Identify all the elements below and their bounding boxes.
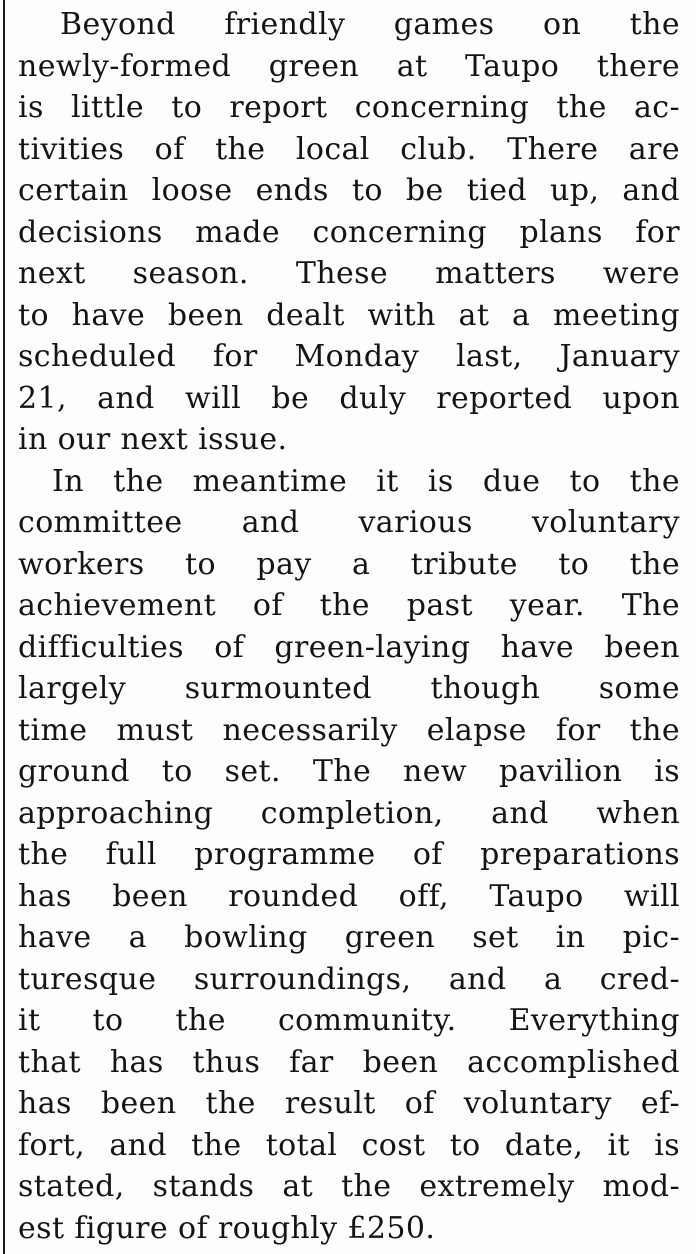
- text-line: workers to pay a tribute to the: [18, 546, 680, 582]
- text-line: achievement of the past year. The: [18, 588, 680, 623]
- column-rule: [3, 0, 5, 1254]
- text-line: committee and various voluntary: [18, 505, 680, 540]
- text-line: est figure of roughly £250.: [18, 1210, 436, 1246]
- text-line: tivities of the local club. There are: [18, 131, 680, 167]
- text-line: newly-formed green at Taupo there: [18, 48, 680, 84]
- text-line: 21, and will be duly reported upon: [18, 380, 680, 416]
- article-body: [18, 4, 680, 1249]
- text-line: next season. These matters were: [18, 256, 680, 291]
- text-line: largely surmounted though some: [18, 671, 680, 706]
- text-line: has been the result of voluntary ef-: [18, 1086, 680, 1121]
- text-line: fort, and the total cost to date, it is: [18, 1127, 680, 1163]
- text-line: ground to set. The new pavilion is: [18, 754, 680, 789]
- text-line: turesque surroundings, and a cred-: [18, 961, 680, 997]
- text-line: decisions made concerning plans for: [18, 214, 680, 250]
- text-line: In the meantime it is due to the: [52, 463, 680, 499]
- text-line: Beyond friendly games on the: [60, 7, 680, 42]
- paragraph-2: [18, 461, 680, 1250]
- paragraph-1: [18, 4, 680, 461]
- text-line: have a bowling green set in pic-: [18, 920, 680, 955]
- text-line: scheduled for Monday last, January: [18, 339, 680, 374]
- text-line: difficulties of green-laying have been: [18, 629, 680, 665]
- text-line: time must necessarily elapse for the: [18, 712, 680, 748]
- text-line: certain loose ends to be tied up, and: [18, 173, 680, 208]
- text-line: is little to report concerning the ac-: [18, 90, 680, 125]
- text-line: stated, stands at the extremely mod-: [18, 1169, 680, 1204]
- text-line: in our next issue.: [18, 422, 288, 457]
- text-line: has been rounded off, Taupo will: [18, 878, 680, 914]
- text-line: that has thus far been accomplished: [18, 1044, 680, 1080]
- text-line: the full programme of preparations: [18, 837, 680, 872]
- text-line: approaching completion, and when: [18, 795, 680, 831]
- text-line: it to the community. Everything: [18, 1003, 680, 1038]
- text-line: to have been dealt with at a meeting: [18, 297, 680, 333]
